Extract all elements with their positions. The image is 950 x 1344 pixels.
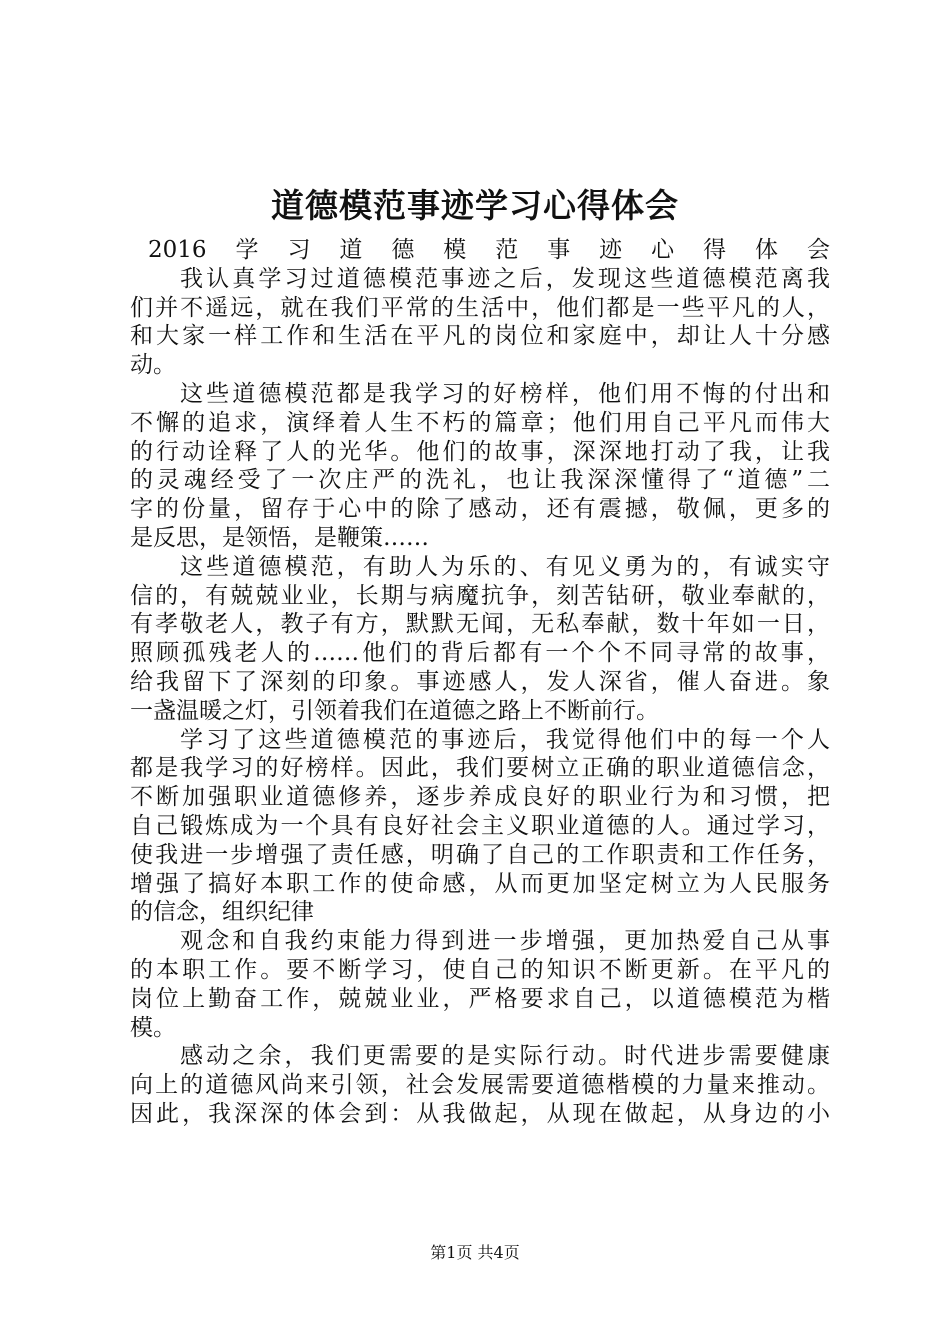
text-line: 自己锻炼成为一个具有良好社会主义职业道德的人。通过学习， bbox=[130, 812, 830, 839]
text-line: 的灵魂经受了一次庄严的洗礼，也让我深深懂得了“道德”二 bbox=[130, 467, 830, 494]
text-line: 有孝敬老人，教子有方，默默无闻，无私奉献，数十年如一日， bbox=[130, 611, 830, 638]
text-line: 的本职工作。要不断学习，使自己的知识不断更新。在平凡的 bbox=[130, 956, 830, 983]
text-line: 一盏温暖之灯，引领着我们在道德之路上不断前行。 bbox=[130, 697, 659, 724]
text-line: 使我进一步增强了责任感，明确了自己的工作职责和工作任务， bbox=[130, 841, 830, 868]
text-line: 我认真学习过道德模范事迹之后，发现这些道德模范离我 bbox=[180, 265, 830, 292]
document-body bbox=[130, 236, 830, 1129]
text-line: 都是我学习的好榜样。因此，我们要树立正确的职业道德信念， bbox=[130, 755, 830, 782]
text-line: 岗位上勤奋工作，兢兢业业，严格要求自己，以道德模范为楷 bbox=[130, 985, 830, 1012]
text-line: 观念和自我约束能力得到进一步增强，更加热爱自己从事 bbox=[180, 928, 830, 955]
text-line: 信的，有兢兢业业，长期与病魔抗争，刻苦钻研，敬业奉献的， bbox=[130, 582, 830, 609]
text-line: 动。 bbox=[130, 352, 176, 379]
text-line: 字的份量，留存于心中的除了感动，还有震撼，敬佩，更多的 bbox=[130, 496, 830, 523]
text-line: 这些道德模范都是我学习的好榜样，他们用不悔的付出和 bbox=[180, 380, 830, 407]
text-line: 模。 bbox=[130, 1014, 176, 1041]
text-line: 给我留下了深刻的印象。事迹感人，发人深省，催人奋进。象 bbox=[130, 668, 830, 695]
text-line: 感动之余，我们更需要的是实际行动。时代进步需要健康 bbox=[180, 1043, 830, 1070]
text-line: 和大家一样工作和生活在平凡的岗位和家庭中，却让人十分感 bbox=[130, 323, 830, 350]
text-line: 因此，我深深的体会到：从我做起，从现在做起，从身边的小 bbox=[130, 1100, 830, 1127]
text-line: 照顾孤残老人的……他们的背后都有一个个不同寻常的故事， bbox=[130, 640, 830, 667]
text-line: 这些道德模范，有助人为乐的、有见义勇为的，有诚实守 bbox=[180, 553, 830, 580]
text-line: 的行动诠释了人的光华。他们的故事，深深地打动了我，让我 bbox=[130, 438, 830, 465]
text-line: 的信念，组织纪律 bbox=[130, 899, 314, 926]
text-line: 学习了这些道德模范的事迹后，我觉得他们中的每一个人 bbox=[180, 726, 830, 753]
text-line: 不断加强职业道德修养，逐步养成良好的职业行为和习惯，把 bbox=[130, 784, 830, 811]
text-line: 们并不遥远，就在我们平常的生活中，他们都是一些平凡的人， bbox=[130, 294, 830, 321]
page-footer: 第1页 共4页 bbox=[430, 1243, 520, 1262]
text-line: 是反思，是领悟，是鞭策…… bbox=[130, 524, 429, 551]
document-title: 道德模范事迹学习心得体会 bbox=[271, 186, 679, 225]
text-line: 不懈的追求，演绎着人生不朽的篇章；他们用自己平凡而伟大 bbox=[130, 409, 830, 436]
text-line: 向上的道德风尚来引领，社会发展需要道德楷模的力量来推动。 bbox=[130, 1072, 830, 1099]
document-subtitle: 2016学习道德模范事迹心得体会 bbox=[148, 237, 830, 263]
text-line: 增强了搞好本职工作的使命感，从而更加坚定树立为人民服务 bbox=[130, 870, 830, 897]
